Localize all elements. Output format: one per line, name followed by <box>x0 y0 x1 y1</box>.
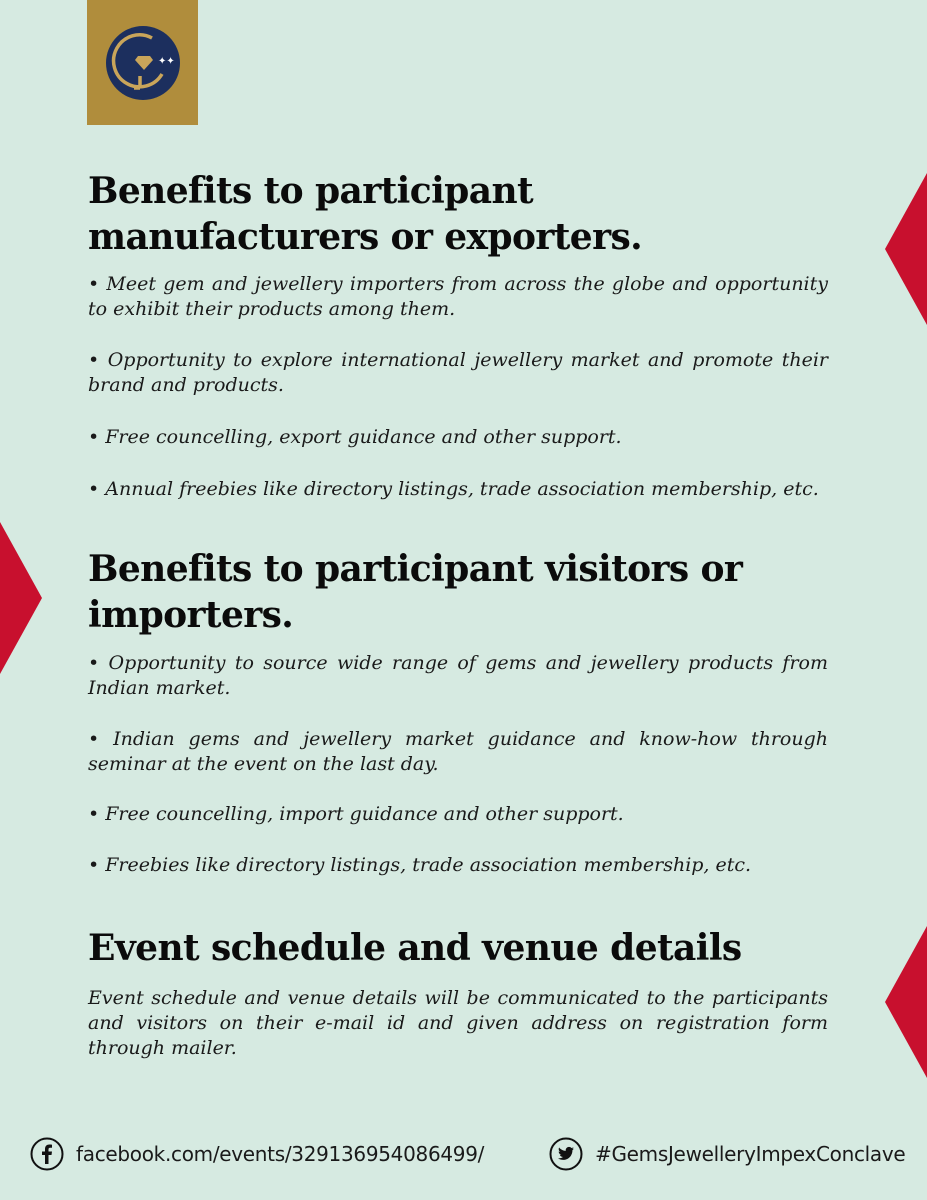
facebook-icon <box>30 1137 64 1171</box>
benefit-item: • Free councelling, import guidance and other support. <box>88 803 624 825</box>
benefit-item: • Freebies like directory listings, trade association membership, etc. <box>88 854 752 876</box>
section-title-importers: Benefits to participant visitors or importers. <box>88 548 743 636</box>
logo-g-diamond-icon <box>104 24 182 102</box>
section-title-event-schedule: Event schedule and venue details <box>88 927 742 969</box>
logo <box>87 0 198 125</box>
event-schedule-text: Event schedule and venue details will be communicated to the participants and visitors on their e-mail id and given address on registration form through mailer. <box>88 987 828 1059</box>
svg-text:✦✦: ✦✦ <box>158 56 175 67</box>
benefit-item: • Indian gems and jewellery market guidance and know-how through seminar at the event on the last day. <box>88 728 828 775</box>
benefit-item: • Opportunity to source wide range of gems and jewellery products from Indian market. <box>88 652 828 699</box>
red-triangle-decoration <box>0 522 42 674</box>
red-triangle-decoration <box>885 926 927 1078</box>
twitter-icon <box>549 1137 583 1171</box>
benefit-item: • Free councelling, export guidance and other support. <box>88 426 622 448</box>
twitter-hashtag-link[interactable] <box>549 1136 905 1172</box>
twitter-hashtag: #GemsJewelleryImpexConclave <box>595 1142 906 1166</box>
benefit-item: • Annual freebies like directory listings, trade association membership, etc. <box>88 478 819 500</box>
red-triangle-decoration <box>885 173 927 325</box>
facebook-link[interactable] <box>30 1136 484 1172</box>
section-title-exporters: Benefits to participant manufacturers or exporters. <box>88 170 643 258</box>
benefit-item: • Opportunity to explore international jewellery market and promote their brand and products. <box>88 349 828 396</box>
benefit-item: • Meet gem and jewellery importers from across the globe and opportunity to exhibit their products among them. <box>88 273 828 320</box>
facebook-url: facebook.com/events/329136954086499/ <box>76 1142 485 1166</box>
